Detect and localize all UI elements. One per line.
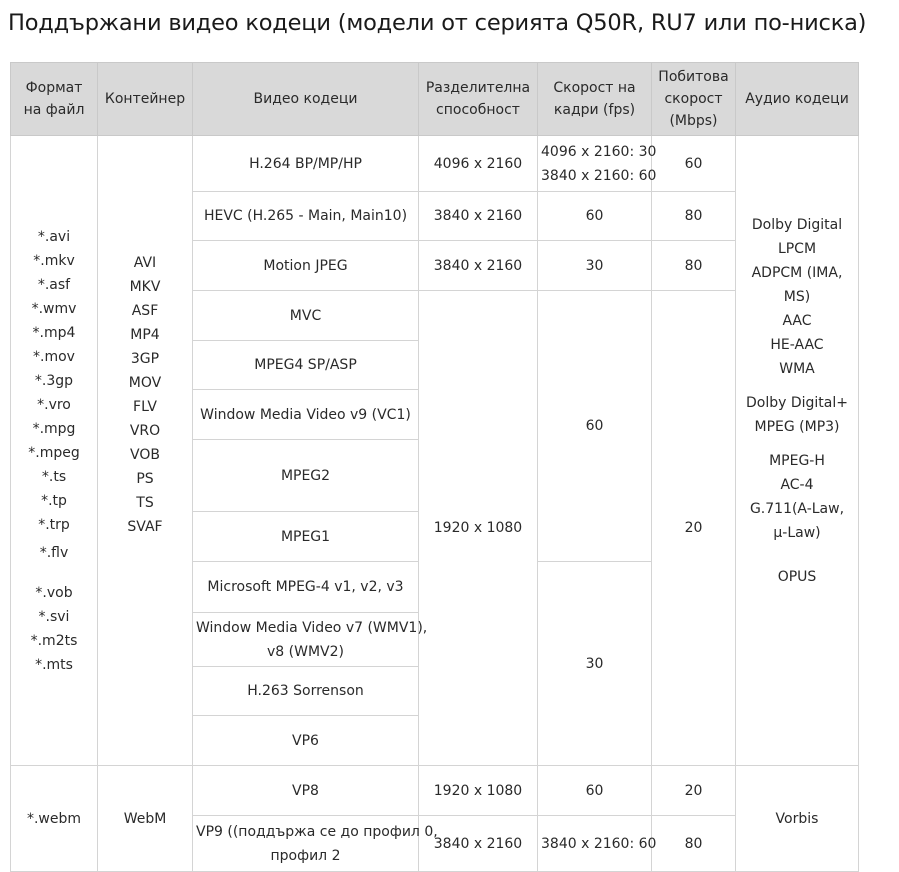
file-format: *.vro xyxy=(37,396,71,413)
container-format: PS xyxy=(136,470,154,487)
video-codecs-table xyxy=(10,62,859,872)
frame-rate: 30 xyxy=(538,241,652,291)
audio-codec: AC-4 xyxy=(780,476,814,493)
frame-rate: 3840 x 2160: 60 xyxy=(538,816,652,872)
video-codec: VP8 xyxy=(193,766,419,816)
file-format: *.ts xyxy=(41,468,67,485)
file-format: *.mpeg xyxy=(28,444,80,461)
video-codec: H.264 BP/MP/HP xyxy=(193,136,419,192)
bitrate: 20 xyxy=(652,766,736,816)
video-codec: Motion JPEG xyxy=(193,241,419,291)
header-text: скорост xyxy=(664,91,723,107)
file-format: *.3gp xyxy=(34,372,74,389)
audio-codec: LPCM xyxy=(777,240,817,257)
frame-rate-line: 4096 x 2160: 30 xyxy=(541,143,657,160)
video-codec: MPEG2 xyxy=(193,440,419,512)
header-text: на файл xyxy=(23,102,85,118)
bitrate: 80 xyxy=(652,816,736,872)
video-codec: H.263 Sorrenson xyxy=(193,667,419,716)
frame-rate: 60 xyxy=(538,291,652,562)
container-format: WebM xyxy=(98,766,193,872)
resolution: 3840 x 2160 xyxy=(419,816,538,872)
header-audio-codecs: Аудио кодеци xyxy=(736,63,859,136)
resolution: 3840 x 2160 xyxy=(419,241,538,291)
header-bitrate xyxy=(652,63,736,136)
video-codec: MPEG1 xyxy=(193,512,419,562)
video-codec xyxy=(193,613,428,667)
video-codec: MVC xyxy=(193,291,419,341)
header-text: Скорост на xyxy=(553,80,636,96)
video-codec-line: VP9 ((поддържа се до профил 0, xyxy=(196,823,438,840)
container-format: FLV xyxy=(133,398,157,415)
file-format: *.flv xyxy=(39,544,69,561)
header-text: Формат xyxy=(25,80,83,96)
audio-codec: MPEG-H xyxy=(769,452,825,469)
video-codec-line: v8 (WMV2) xyxy=(267,643,344,660)
container-format: MKV xyxy=(129,278,161,295)
audio-codec: HE-AAC xyxy=(770,336,824,353)
file-format: *.trp xyxy=(38,516,70,533)
video-codec: VP6 xyxy=(193,716,419,766)
video-codec: Window Media Video v9 (VC1) xyxy=(193,390,419,440)
file-format: *.tp xyxy=(41,492,67,509)
header-file-format xyxy=(11,63,98,136)
frame-rate: 60 xyxy=(538,766,652,816)
header-text: Побитова xyxy=(658,69,729,85)
container-list xyxy=(98,136,193,766)
header-resolution xyxy=(419,63,538,136)
header-container: Контейнер xyxy=(98,63,193,136)
resolution: 4096 x 2160 xyxy=(419,136,538,192)
file-format: *.webm xyxy=(11,766,98,872)
audio-codec: ADPCM (IMA, MS) xyxy=(751,264,843,305)
resolution: 1920 x 1080 xyxy=(419,766,538,816)
frame-rate: 60 xyxy=(538,192,652,241)
file-format: *.mp4 xyxy=(32,324,76,341)
video-codec-line: профил 2 xyxy=(270,847,341,864)
file-format: *.wmv xyxy=(31,300,77,317)
audio-codec: OPUS xyxy=(777,568,817,585)
audio-codec: Dolby Digital+ xyxy=(746,394,848,411)
header-text: способност xyxy=(436,102,520,118)
video-codec xyxy=(193,816,438,872)
container-format: MOV xyxy=(128,374,162,391)
frame-rate xyxy=(538,136,657,192)
file-format-list xyxy=(11,136,98,766)
file-format: *.vob xyxy=(35,584,73,601)
file-format: *.svi xyxy=(38,608,70,625)
bitrate: 20 xyxy=(652,291,736,766)
header-text: Разделителна xyxy=(425,80,531,96)
container-format: VOB xyxy=(130,446,160,463)
audio-codec: G.711(A-Law, xyxy=(749,500,845,517)
audio-codec: WMA xyxy=(779,360,815,377)
header-text: кадри (fps) xyxy=(553,102,636,118)
bitrate: 80 xyxy=(652,192,736,241)
container-format: SVAF xyxy=(127,518,163,535)
header-video-codecs: Видео кодеци xyxy=(193,63,419,136)
header-row xyxy=(11,63,859,136)
audio-codec: AAC xyxy=(782,312,812,329)
bitrate: 80 xyxy=(652,241,736,291)
audio-codec: MPEG (MP3) xyxy=(754,418,840,435)
page-title: Поддържани видео кодеци (модели от серията Q50R, RU7 или по-ниска) xyxy=(8,10,867,36)
file-format: *.avi xyxy=(37,228,71,245)
video-codec: Microsoft MPEG-4 v1, v2, v3 xyxy=(193,562,419,613)
table-row xyxy=(11,136,859,192)
audio-codec: Dolby Digital xyxy=(751,216,843,233)
resolution: 3840 x 2160 xyxy=(419,192,538,241)
header-text: (Mbps) xyxy=(669,113,718,129)
container-format: MP4 xyxy=(130,326,160,343)
container-format: ASF xyxy=(131,302,159,319)
file-format: *.mov xyxy=(33,348,75,365)
table-row xyxy=(11,766,859,816)
container-format: VRO xyxy=(129,422,161,439)
file-format: *.asf xyxy=(37,276,71,293)
bitrate: 60 xyxy=(652,136,736,192)
container-format: AVI xyxy=(133,254,157,271)
audio-codec: Vorbis xyxy=(736,766,859,872)
header-frame-rate xyxy=(538,63,652,136)
audio-codec-list xyxy=(736,136,859,766)
video-codec: HEVC (H.265 - Main, Main10) xyxy=(193,192,419,241)
file-format: *.m2ts xyxy=(30,632,78,649)
file-format: *.mts xyxy=(35,656,73,673)
audio-codec: μ-Law) xyxy=(773,524,821,541)
frame-rate: 30 xyxy=(538,562,652,766)
video-codec: MPEG4 SP/ASP xyxy=(193,341,419,390)
frame-rate-line: 3840 x 2160: 60 xyxy=(541,167,657,184)
resolution: 1920 x 1080 xyxy=(419,291,538,766)
video-codec-line: Window Media Video v7 (WMV1), xyxy=(196,619,428,636)
file-format: *.mpg xyxy=(32,420,76,437)
container-format: TS xyxy=(136,494,154,511)
container-format: 3GP xyxy=(130,350,160,367)
file-format: *.mkv xyxy=(33,252,75,269)
